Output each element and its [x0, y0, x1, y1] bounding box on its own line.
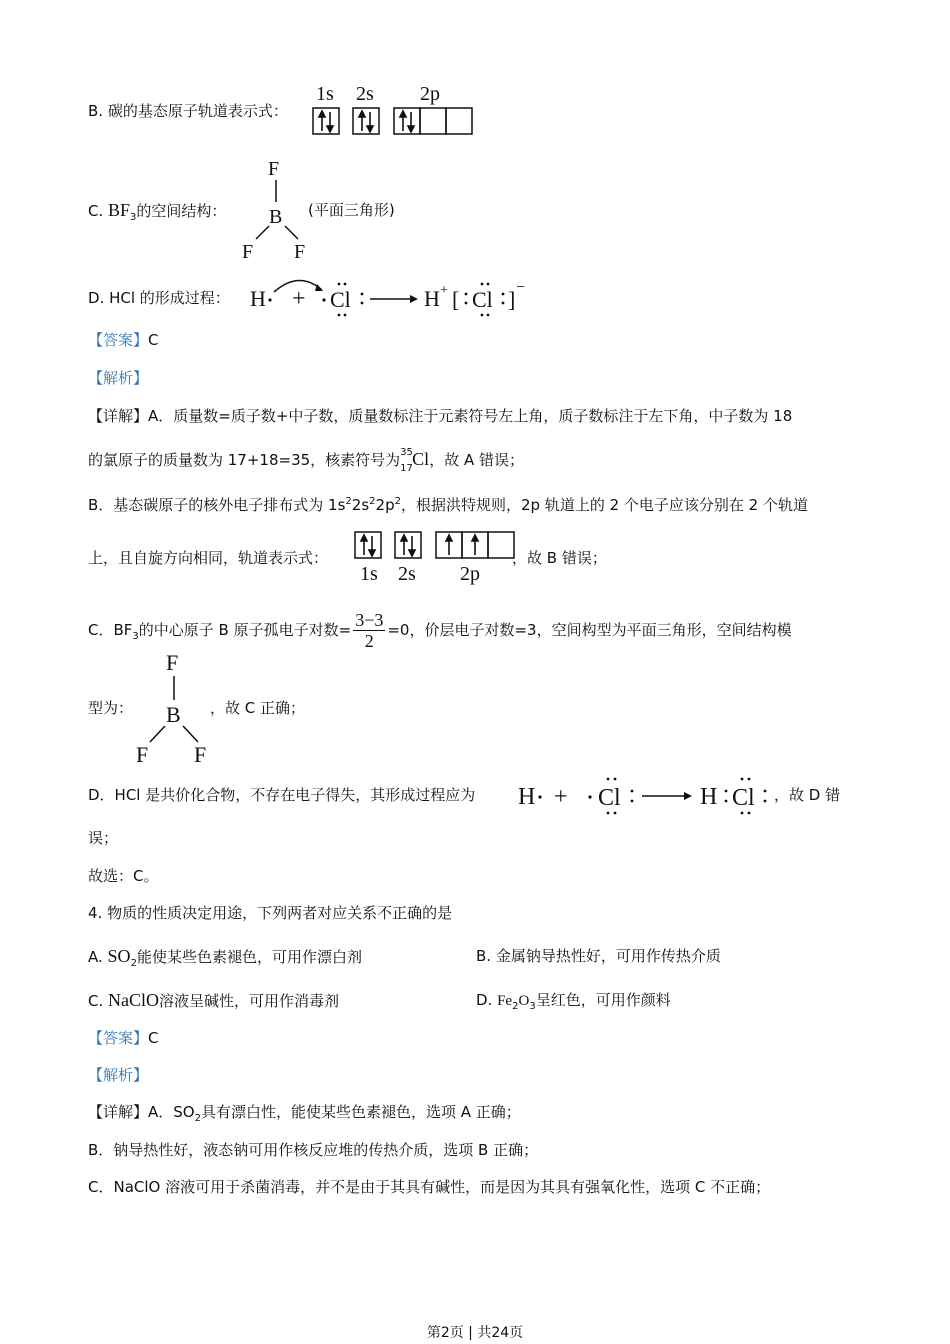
option-c-label: C. $BF_3$的空间结构： [88, 200, 227, 223]
detail-q3-b-line1: B．基态碳原子的核外电子排布式为 $1s^22s^22p^2$，根据洪特规则，2p 轨道上的 2 个电子应该分别在 2 个轨道 [88, 496, 808, 514]
svg-text:+: + [440, 283, 448, 298]
option-d-label: D. HCl 的形成过程： [88, 289, 230, 307]
atom-b: B [269, 206, 283, 228]
detail-q4-a: 【详解】A．$SO_2$具有漂白性，能使某些色素褪色，选项 A 正确； [88, 1103, 521, 1124]
hcl-ionic-formation-option-d [244, 270, 544, 326]
answer-q4: 【答案】C [88, 1029, 159, 1047]
fraction-lone-pairs: $\frac{3-3}{2}$ [355, 610, 384, 651]
orbital-label-1s-b: 1s [360, 563, 378, 585]
question4-option-b: B. 金属钠导热性好，可用作传热介质 [476, 947, 721, 965]
atom-cl-3: Cl [598, 785, 621, 811]
orbital-label-2p-b: 2p [460, 563, 480, 585]
atom-f-left: F [242, 241, 254, 263]
atom-cl-1: Cl [330, 287, 351, 312]
atom-h: H [250, 286, 266, 311]
atom-f-right: F [294, 241, 306, 263]
plus-sign-2: + [554, 784, 568, 810]
detail-q4-b: B．钠导热性好，液态钠可用作核反应堆的传热介质，选项 B 正确； [88, 1141, 539, 1159]
detail-q3-c-line2b: ，故 C 正确； [210, 699, 306, 717]
question4-stem: 4. 物质的性质决定用途，下列两者对应关系不正确的是 [88, 904, 453, 922]
atom-cl-4: Cl [732, 785, 755, 811]
question4-option-c: C. NaClO溶液呈碱性，可用作消毒剂 [88, 990, 340, 1010]
page-footer: 第2页 | 共24页 [426, 1325, 524, 1341]
detail-q3-conclusion: 故选：C。 [88, 867, 159, 885]
plus-sign-1: + [292, 286, 306, 312]
detail-q3-c-line2a: 型为： [88, 699, 134, 717]
orbital-label-2s: 2s [356, 83, 374, 105]
option-b-label: B. 碳的基态原子轨道表示式： [88, 102, 288, 120]
atom-f-top-2: F [166, 650, 179, 675]
detail-q4-c: C．NaClO 溶液可用于杀菌消毒，并不是由于其具有碱性，而是因为其具有强氧化性，选项 C 不正确； [88, 1178, 771, 1196]
bf3-structure-detail [132, 650, 222, 766]
hcl-covalent-formation [514, 766, 784, 822]
carbon-orbital-diagram-option-b [310, 80, 480, 140]
atom-h-3: H [518, 784, 536, 810]
detail-q3-b-line2a: 上，且自旋方向相同，轨道表示式： [88, 549, 329, 567]
orbital-label-2s-b: 2s [398, 563, 416, 585]
bf3-structure-option-c [238, 155, 318, 265]
carbon-orbital-diagram-correct [352, 528, 520, 586]
question4-option-d: D. $Fe_2O_3$呈红色，可用作颜料 [476, 991, 671, 1012]
analysis-tag-q3: 【解析】 [88, 369, 149, 387]
atom-h-ion: H [424, 286, 440, 311]
detail-q3-a-line1: 【详解】A．质量数=质子数+中子数，质量数标注于元素符号左上角，质子数标注于左下角，中子数为 18 [88, 407, 793, 425]
detail-q3-b-line2b: ，故 B 错误； [512, 549, 607, 567]
detail-q3-d-line2: 误； [88, 829, 119, 847]
orbital-label-2p: 2p [420, 83, 440, 105]
detail-q3-a-line2: 的氯原子的质量数为 17+18=35，核素符号为 35 17 Cl，故 A 错误； [88, 447, 524, 474]
orbital-label-1s: 1s [316, 83, 334, 105]
atom-f-top: F [268, 158, 280, 180]
atom-h-4: H [700, 784, 718, 810]
atom-f-right-2: F [194, 742, 207, 766]
option-c-note: (平面三角形) [308, 201, 395, 219]
atom-b-2: B [166, 702, 181, 727]
svg-text:−: − [516, 279, 526, 296]
detail-q3-d-line1a: D．HCl 是共价化合物，不存在电子得失，其形成过程应为 [88, 786, 476, 804]
question4-option-a: A. $SO_2$能使某些色素褪色，可用作漂白剂 [88, 946, 362, 969]
analysis-tag-q4: 【解析】 [88, 1066, 149, 1084]
answer-q3: 【答案】C [88, 331, 159, 349]
svg-text:[: [ [452, 287, 460, 312]
svg-text:]: ] [508, 287, 516, 312]
atom-f-left-2: F [136, 742, 149, 766]
detail-q3-c-line1: C．$BF_3$的中心原子 B 原子孤电子对数= $\frac{3-3}{2}$ =0，价层电子对数=3，空间构型为平面三角形，空间结构模 [88, 610, 792, 651]
detail-q3-d-line1b: ，故 D 错 [774, 786, 841, 804]
atom-cl-ion: Cl [472, 287, 493, 312]
